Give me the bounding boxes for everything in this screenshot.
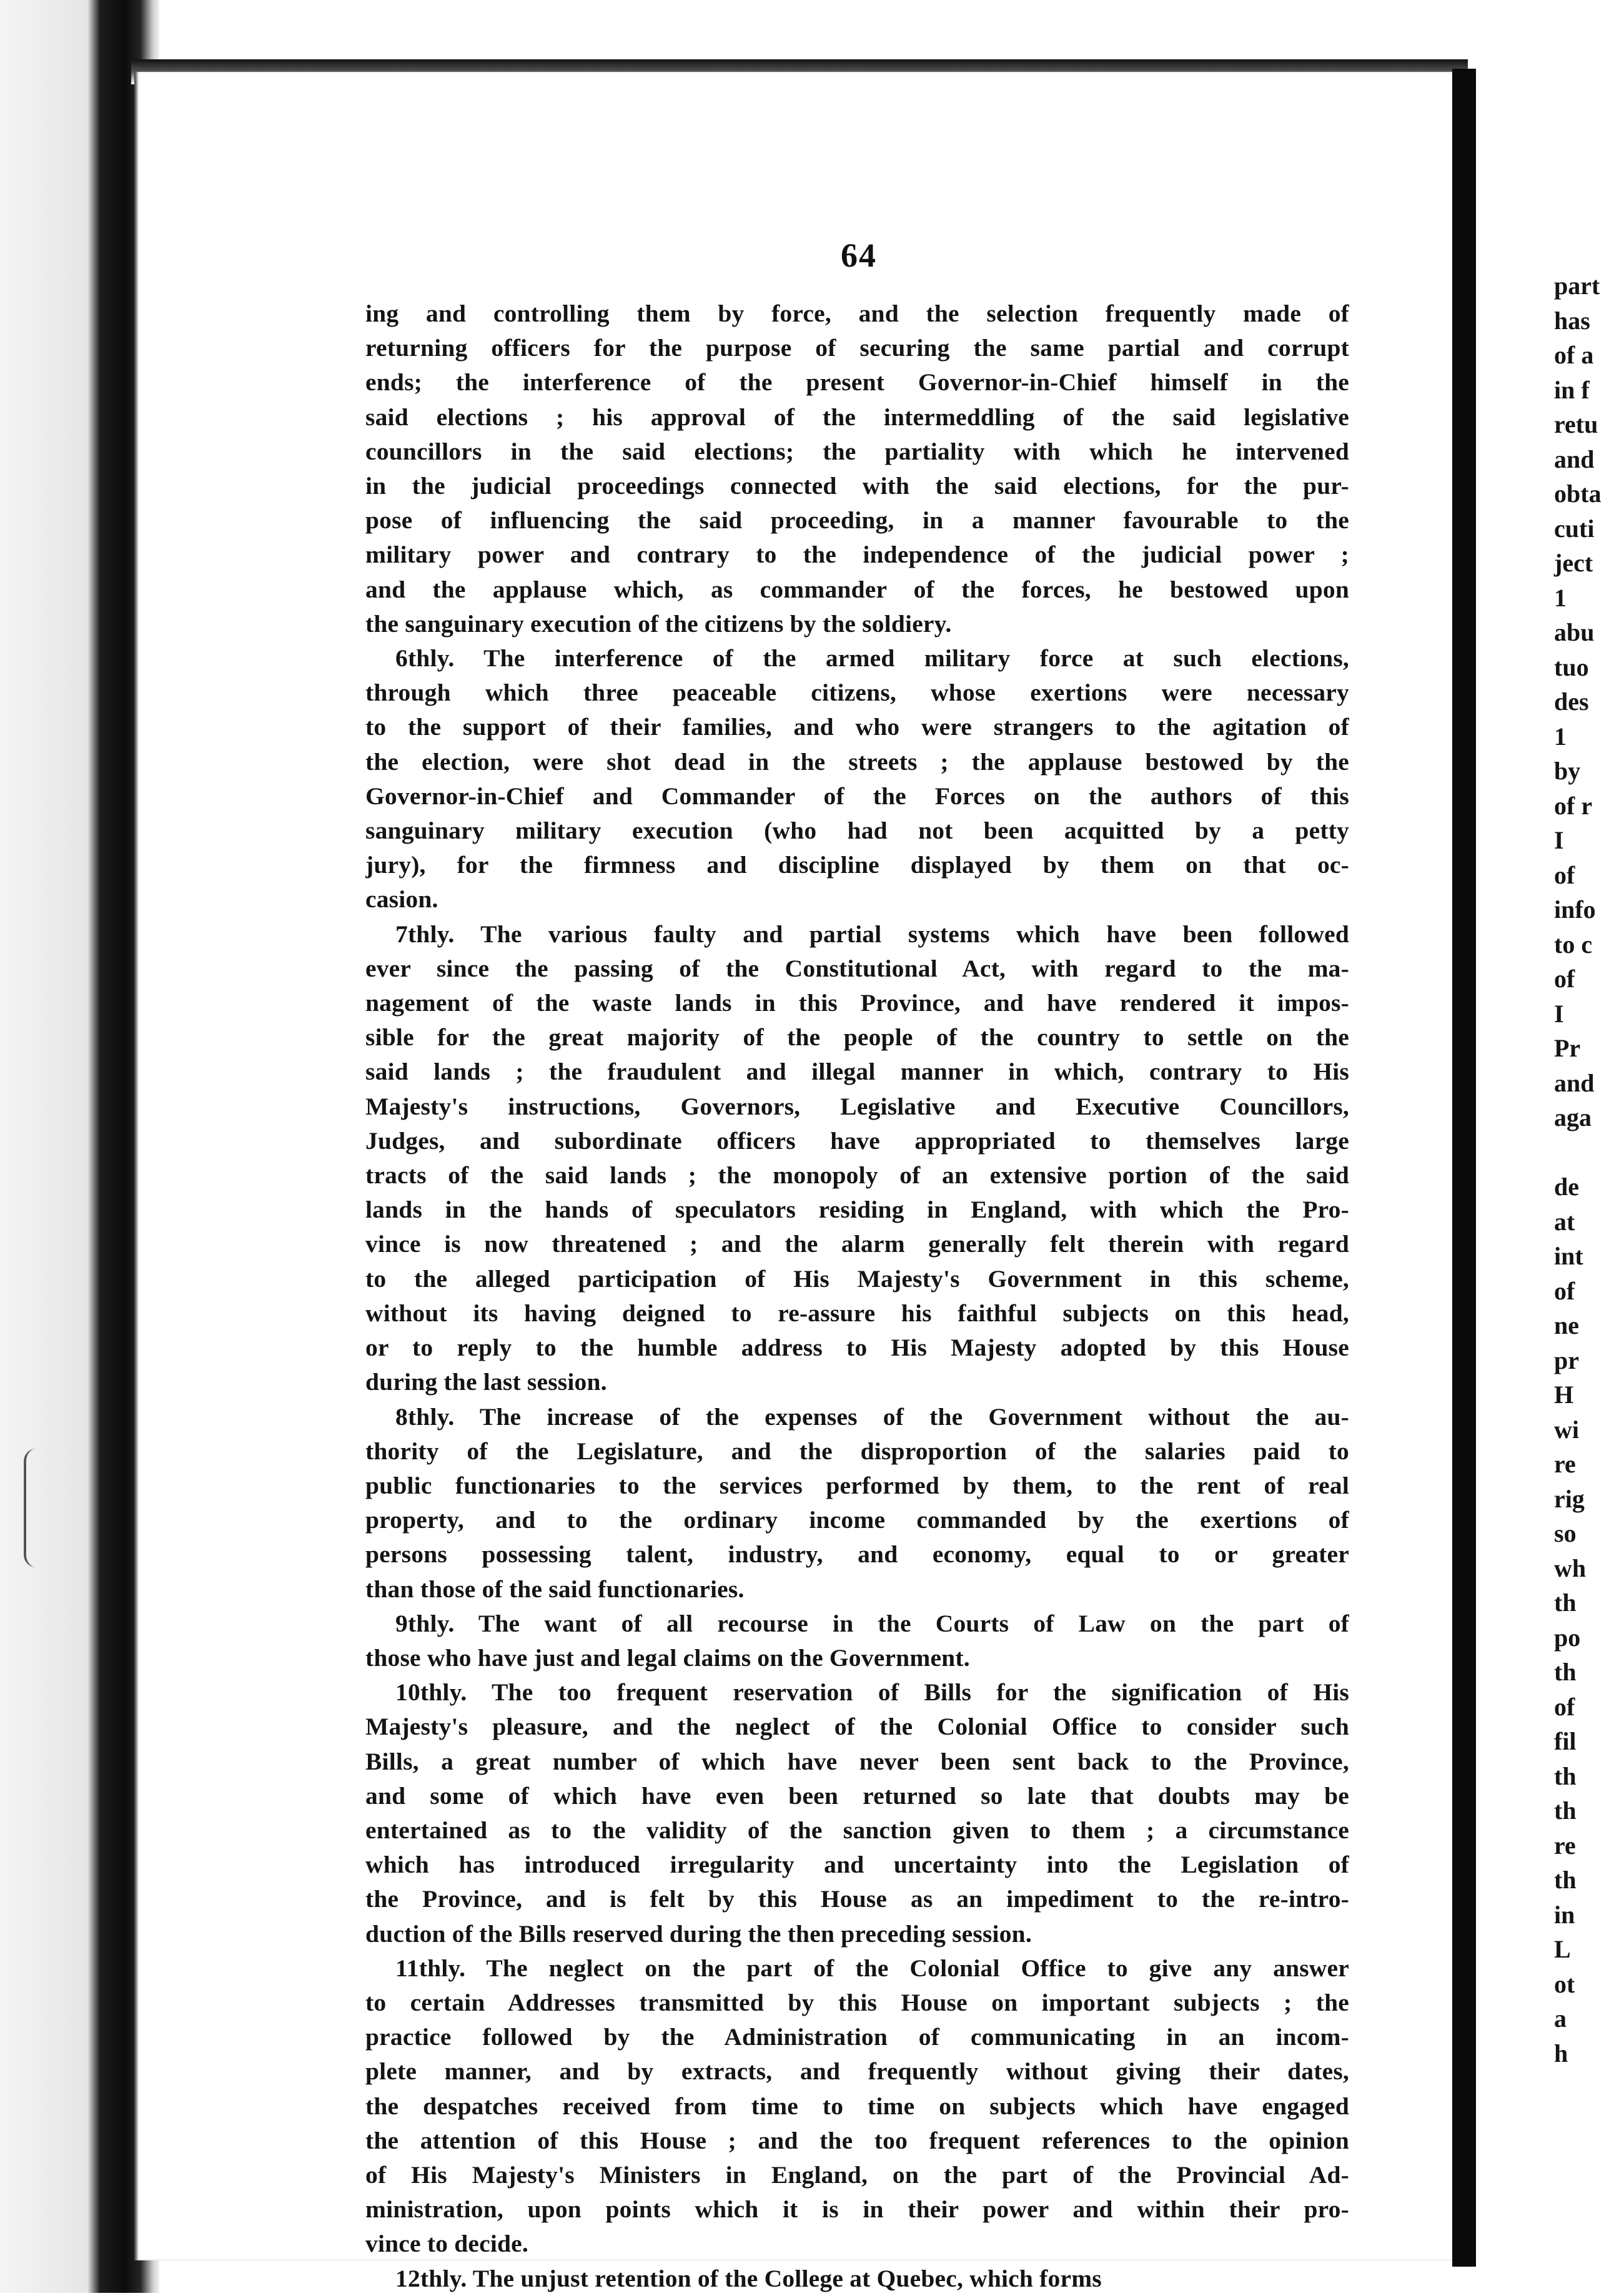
text-line: which has introduced irregularity and uncertainty into the Legislation of: [365, 1851, 1349, 1879]
adjacent-text-line: ot: [1554, 1969, 1575, 1998]
text-line: public functionaries to the services performed by them, to the rent of real: [365, 1471, 1349, 1499]
text-line: vince to decide.: [365, 2230, 528, 2258]
text-line: returning officers for the purpose of securing the same partial and corrupt: [365, 334, 1349, 362]
adjacent-text-line: rig: [1554, 1484, 1585, 1513]
adjacent-text-line: obta: [1554, 480, 1602, 508]
text-line: entertained as to the validity of the sanction given to them ; a circumstance: [365, 1816, 1349, 1844]
text-line: Judges, and subordinate officers have appropriated to themselves large: [365, 1126, 1349, 1155]
adjacent-text-line: th: [1554, 1866, 1577, 1894]
text-line: of His Majesty's Ministers in England, on the part of the Provincial Ad-: [365, 2161, 1349, 2189]
adjacent-text-line: pr: [1554, 1346, 1579, 1374]
margin-mark: [24, 1449, 51, 1567]
adjacent-text-line: at: [1554, 1207, 1575, 1236]
adjacent-text-line: in: [1554, 1900, 1575, 1929]
text-line: the Province, and is felt by this House as an impediment to the re-intro-: [365, 1885, 1349, 1913]
text-line: ends; the interference of the present Governor-in-Chief himself in the: [365, 368, 1349, 397]
text-line: than those of the said functionaries.: [365, 1575, 745, 1603]
text-line: duction of the Bills reserved during the then preceding session.: [365, 1919, 1032, 1948]
adjacent-text-line: in f: [1554, 375, 1590, 404]
adjacent-text-line: of: [1554, 860, 1575, 889]
text-line: without its having deigned to re-assure his faithful subjects on this head,: [365, 1299, 1349, 1327]
text-line: to the alleged participation of His Majesty's Government in this scheme,: [365, 1264, 1349, 1293]
text-line: jury), for the firmness and discipline displayed by them on that oc-: [365, 851, 1349, 879]
adjacent-text-line: po: [1554, 1623, 1581, 1652]
text-line: ing and controlling them by force, and the selection frequently made of: [365, 300, 1349, 327]
adjacent-text-line: [1554, 1135, 1619, 1170]
adjacent-text-line: of: [1554, 965, 1575, 993]
text-line: military power and contrary to the independence of the judicial power ;: [365, 541, 1349, 569]
body-text: [365, 297, 1349, 2296]
adjacent-text-line: to c: [1554, 930, 1593, 958]
adjacent-text-line: I: [1554, 826, 1564, 854]
adjacent-text-line: of a: [1554, 341, 1594, 369]
text-line: 9thly. The want of all recourse in the Courts of Law on the part of: [395, 1609, 1349, 1637]
text-line: in the judicial proceedings connected with the said elections, for the pur-: [365, 472, 1349, 500]
adjacent-text-line: H: [1554, 1381, 1574, 1409]
text-line: persons possessing talent, industry, and economy, equal to or greater: [365, 1540, 1349, 1569]
adjacent-text-line: Pr: [1554, 1034, 1581, 1062]
adjacent-text-line: h: [1554, 2039, 1568, 2067]
text-line: pose of influencing the said proceeding, in a manner favourable to the: [365, 506, 1349, 535]
text-line: Majesty's instructions, Governors, Legislative and Executive Councillors,: [365, 1092, 1349, 1120]
adjacent-text-line: and: [1554, 445, 1595, 473]
text-line: and some of which have even been returned so late that doubts may be: [365, 1781, 1349, 1810]
adjacent-text-line: a: [1554, 2004, 1567, 2032]
text-line: said elections ; his approval of the intermeddling of the said legislative: [365, 403, 1349, 431]
adjacent-text-line: de: [1554, 1173, 1579, 1201]
text-line: councillors in the said elections; the partiality with which he intervened: [365, 437, 1349, 465]
adjacent-text-line: th: [1554, 1796, 1577, 1825]
adjacent-text-line: wh: [1554, 1554, 1587, 1582]
text-line: ever since the passing of the Constitutional Act, with regard to the ma-: [365, 954, 1349, 982]
text-line: through which three peaceable citizens, whose exertions were necessary: [365, 679, 1349, 707]
text-line: Bills, a great number of which have never been sent back to the Province,: [365, 1747, 1349, 1775]
adjacent-text-line: wi: [1554, 1415, 1579, 1444]
text-line: 12thly. The unjust retention of the College at Quebec, which forms: [395, 2264, 1102, 2292]
adjacent-text-line: abu: [1554, 618, 1595, 646]
text-line: sanguinary military execution (who had not been acquitted by a petty: [365, 817, 1349, 845]
text-line: 6thly. The interference of the armed military force at such elections,: [395, 644, 1349, 673]
text-line: property, and to the ordinary income commanded by the exertions of: [365, 1506, 1349, 1534]
adjacent-text-line: ject: [1554, 549, 1593, 577]
adjacent-text-line: by: [1554, 757, 1581, 785]
adjacent-text-line: of: [1554, 1692, 1575, 1721]
text-line: vince is now threatened ; and the alarm generally felt therein with regard: [365, 1230, 1349, 1258]
text-line: or to reply to the humble address to His Majesty adopted by this House: [365, 1334, 1349, 1362]
page-gap: [1452, 69, 1476, 2267]
text-line: 8thly. The increase of the expenses of the Government without the au-: [395, 1402, 1349, 1431]
adjacent-text-line: of r: [1554, 791, 1593, 820]
text-line: said lands ; the fraudulent and illegal manner in which, contrary to His: [365, 1058, 1349, 1086]
adjacent-text-line: int: [1554, 1242, 1583, 1270]
text-line: during the last session.: [365, 1368, 607, 1396]
adjacent-text-line: th: [1554, 1658, 1577, 1686]
adjacent-text-line: aga: [1554, 1103, 1592, 1131]
adjacent-text-line: has: [1554, 306, 1590, 335]
adjacent-page-text: [1554, 269, 1619, 2071]
adjacent-text-line: I: [1554, 999, 1564, 1028]
text-line: plete manner, and by extracts, and frequently without giving their dates,: [365, 2057, 1349, 2086]
adjacent-text-line: re: [1554, 1450, 1576, 1478]
adjacent-text-line: 1: [1554, 722, 1567, 751]
text-line: nagement of the waste lands in this Province, and have rendered it impos-: [365, 989, 1349, 1017]
text-line: those who have just and legal claims on the Government.: [365, 1643, 970, 1672]
text-line: 10thly. The too frequent reservation of Bills for the signification of His: [395, 1678, 1349, 1707]
text-line: 11thly. The neglect on the part of the Colonial Office to give any answer: [395, 1954, 1349, 1982]
adjacent-text-line: th: [1554, 1589, 1577, 1617]
text-line: the sanguinary execution of the citizens by the soldiery.: [365, 609, 952, 638]
adjacent-text-line: retu: [1554, 410, 1598, 438]
text-line: casion.: [365, 885, 438, 914]
adjacent-text-line: so: [1554, 1519, 1577, 1547]
text-line: thority of the Legislature, and the disproportion of the salaries paid to: [365, 1437, 1349, 1465]
text-line: tracts of the said lands ; the monopoly of an extensive portion of the said: [365, 1161, 1349, 1190]
text-line: sible for the great majority of the people of the country to settle on the: [365, 1023, 1349, 1052]
adjacent-text-line: ne: [1554, 1311, 1579, 1339]
adjacent-text-line: L: [1554, 1935, 1571, 1963]
text-line: lands in the hands of speculators residing in England, with which the Pro-: [365, 1196, 1349, 1224]
adjacent-text-line: info: [1554, 895, 1596, 924]
adjacent-text-line: cuti: [1554, 514, 1595, 543]
adjacent-text-line: part: [1554, 272, 1600, 300]
adjacent-text-line: and: [1554, 1068, 1595, 1097]
adjacent-text-line: of: [1554, 1276, 1575, 1305]
adjacent-text-line: des: [1554, 687, 1589, 716]
text-line: ministration, upon points which it is in their power and within their pro-: [365, 2195, 1349, 2224]
text-line: the attention of this House ; and the too frequent references to the opinion: [365, 2126, 1349, 2154]
text-line: Majesty's pleasure, and the neglect of the Colonial Office to consider such: [365, 1713, 1349, 1741]
adjacent-text-line: 1: [1554, 583, 1567, 612]
text-line: practice followed by the Administration of communicating in an incom-: [365, 2023, 1349, 2051]
text-line: to certain Addresses transmitted by this House on important subjects ; the: [365, 1988, 1349, 2016]
text-line: to the support of their families, and who were strangers to the agitation of: [365, 713, 1349, 741]
text-line: the despatches received from time to time on subjects which have engaged: [365, 2092, 1349, 2120]
text-line: Governor-in-Chief and Commander of the Forces on the authors of this: [365, 782, 1349, 810]
page-number: 64: [841, 237, 877, 274]
text-line: and the applause which, as commander of the forces, he bestowed upon: [365, 575, 1349, 603]
text-line: the election, were shot dead in the streets ; the applause bestowed by the: [365, 747, 1349, 776]
text-line: 7thly. The various faulty and partial systems which have been followed: [395, 920, 1349, 948]
adjacent-text-line: re: [1554, 1831, 1576, 1860]
adjacent-text-line: tuo: [1554, 653, 1589, 681]
adjacent-text-line: fil: [1554, 1727, 1577, 1755]
adjacent-text-line: th: [1554, 1761, 1577, 1790]
